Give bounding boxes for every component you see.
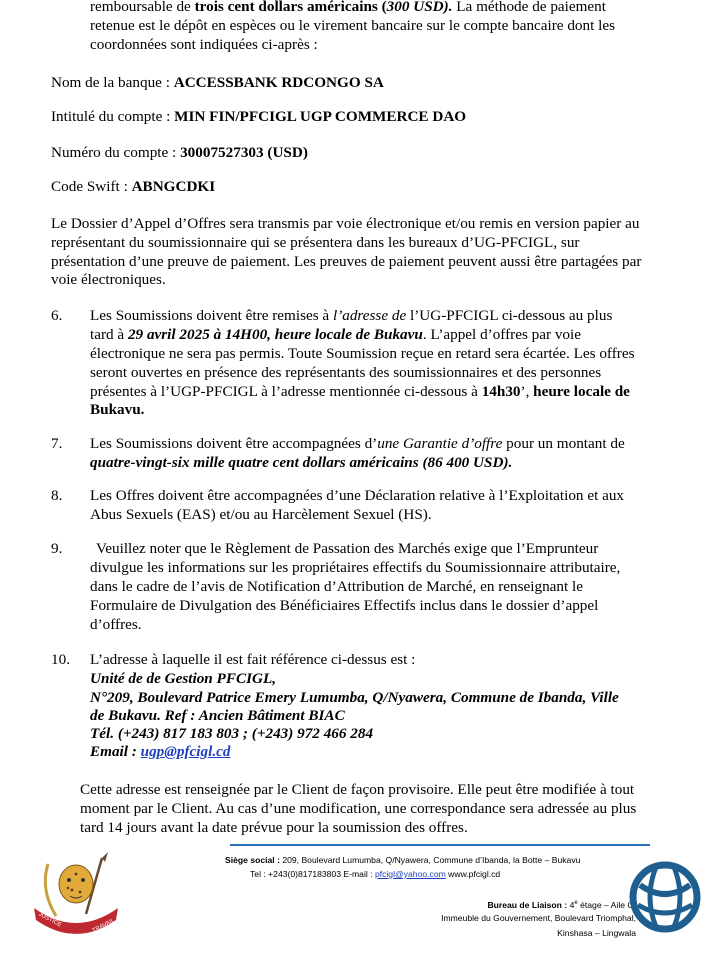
item-9-number: 9. bbox=[51, 540, 63, 557]
item-6-line-6: Bukavu. bbox=[90, 401, 145, 418]
dossier-line-4: voie électroniques. bbox=[51, 271, 166, 288]
footer-siege: Siège social : 209, Boulevard Lumumba, Q/Nyawera, Commune d’Ibanda, la Botte – Bukavu bbox=[225, 855, 581, 865]
item-8-line-2: Abus Sexuels (EAS) et/ou au Harcèlement Sexuel (HS). bbox=[90, 506, 432, 523]
footer-bureau-3: Kinshasa – Lingwala bbox=[557, 928, 636, 938]
intro-line-3: coordonnées sont indiquées ci-après : bbox=[90, 36, 318, 53]
account-number: Numéro du compte : 30007527303 (USD) bbox=[51, 144, 308, 161]
bank-name: Nom de la banque : ACCESSBANK RDCONGO SA bbox=[51, 74, 384, 91]
emblem-right-word: TRAVAIL bbox=[91, 917, 116, 935]
item-6-number: 6. bbox=[51, 307, 63, 324]
item-9-line-4: Formulaire de Divulgation des Bénéficiaires Effectifs inclus dans le dossier d’appel bbox=[90, 597, 599, 614]
address-email: Email : ugp@pfcigl.cd bbox=[90, 743, 231, 760]
emblem-left-word: JUSTICE bbox=[37, 911, 63, 929]
item-9-line-3: dans le cadre de l’avis de Notification d’Attribution de Marché, en renseignant le bbox=[90, 578, 583, 595]
footer-rule bbox=[230, 844, 650, 846]
intro-line-1: remboursable de trois cent dollars américains (300 USD). La méthode de paiement bbox=[90, 0, 606, 15]
footer-bureau-2: Immeuble du Gouvernement, Boulevard Triomphal, bbox=[441, 913, 636, 923]
item-6-line-3: électronique ne sera pas permis. Toute Soumission reçue en retard sera écartée. Les offres bbox=[90, 345, 635, 362]
address-line-1: N°209, Boulevard Patrice Emery Lumumba, Q/Nyawera, Commune de Ibanda, Ville bbox=[90, 689, 619, 706]
closing-line-1: Cette adresse est renseignée par le Client de façon provisoire. Elle peut être modifiée à tout bbox=[80, 781, 635, 798]
item-10-number: 10. bbox=[51, 651, 70, 668]
swift-code: Code Swift : ABNGCDKI bbox=[51, 178, 216, 195]
dossier-line-1: Le Dossier d’Appel d’Offres sera transmis par voie électronique et/ou remis en version papier au bbox=[51, 215, 640, 232]
item-6-line-5: présentes à l’UGP-PFCIGL à l’adresse mentionnée ci-dessous à 14h30’, heure locale de bbox=[90, 383, 630, 400]
item-6-line-1: Les Soumissions doivent être remises à l’adresse de l’UG-PFCIGL ci-dessous au plus bbox=[90, 307, 613, 324]
drc-coat-of-arms bbox=[26, 850, 126, 948]
dossier-line-3: présentation d’une preuve de paiement. Les preuves de paiement peuvent aussi être partagées par bbox=[51, 253, 642, 270]
address-line-2: de Bukavu. Ref : Ancien Bâtiment BIAC bbox=[90, 707, 345, 724]
closing-line-2: moment par le Client. Au cas d’une modification, une correspondance sera adressée au plus bbox=[80, 800, 637, 817]
item-7-line-1: Les Soumissions doivent être accompagnées d’une Garantie d’offre pour un montant de bbox=[90, 435, 625, 452]
intro-line-2: retenue est le dépôt en espèces ou le virement bancaire sur le compte bancaire dont les bbox=[90, 17, 616, 34]
item-7-number: 7. bbox=[51, 435, 63, 452]
footer-contact: Tel : +243(0)817183803 E-mail : pfcigl@yahoo.com www.pfcigl.cd bbox=[250, 869, 501, 879]
footer-bureau-1: Bureau de Liaison : 4e étage – Aile C, bbox=[487, 899, 636, 910]
address-phone: Tél. (+243) 817 183 803 ; (+243) 972 466 284 bbox=[90, 725, 374, 742]
item-7-line-2: quatre-vingt-six mille quatre cent dollars américains (86 400 USD). bbox=[90, 454, 513, 471]
world-bank-logo bbox=[626, 855, 704, 945]
item-10-line-1: L’adresse à laquelle il est fait référence ci-dessus est : bbox=[90, 651, 416, 668]
item-6-line-4: seront ouvertes en présence des représentants des soumissionnaires et des personnes bbox=[90, 364, 602, 381]
item-8-line-1: Les Offres doivent être accompagnées d’une Déclaration relative à l’Exploitation et aux bbox=[90, 487, 625, 504]
item-9-line-1: Veuillez noter que le Règlement de Passation des Marchés exige que l’Emprunteur bbox=[96, 540, 599, 557]
address-unit: Unité de de Gestion PFCIGL, bbox=[90, 670, 277, 687]
dossier-line-2: représentant du soumissionnaire qui se présentera dans les bureaux d’UG-PFCIGL, sur bbox=[51, 234, 580, 251]
item-9-line-5: d’offres. bbox=[90, 616, 142, 633]
item-6-line-2: tard à 29 avril 2025 à 14H00, heure locale de Bukavu. L’appel d’offres par voie bbox=[90, 326, 581, 343]
account-title: Intitulé du compte : MIN FIN/PFCIGL UGP COMMERCE DAO bbox=[51, 108, 467, 125]
item-8-number: 8. bbox=[51, 487, 63, 504]
item-9-line-2: divulgue les informations sur les propriétaires effectifs du Soumissionnaire attributaire, bbox=[90, 559, 621, 576]
closing-line-3: tard 14 jours avant la date prévue pour la soumission des offres. bbox=[80, 819, 468, 836]
footer-email-link[interactable]: pfcigl@yahoo.com bbox=[374, 869, 446, 879]
emblem-center-word: PAIX bbox=[69, 934, 83, 940]
email-link[interactable]: ugp@pfcigl.cd bbox=[140, 743, 231, 760]
